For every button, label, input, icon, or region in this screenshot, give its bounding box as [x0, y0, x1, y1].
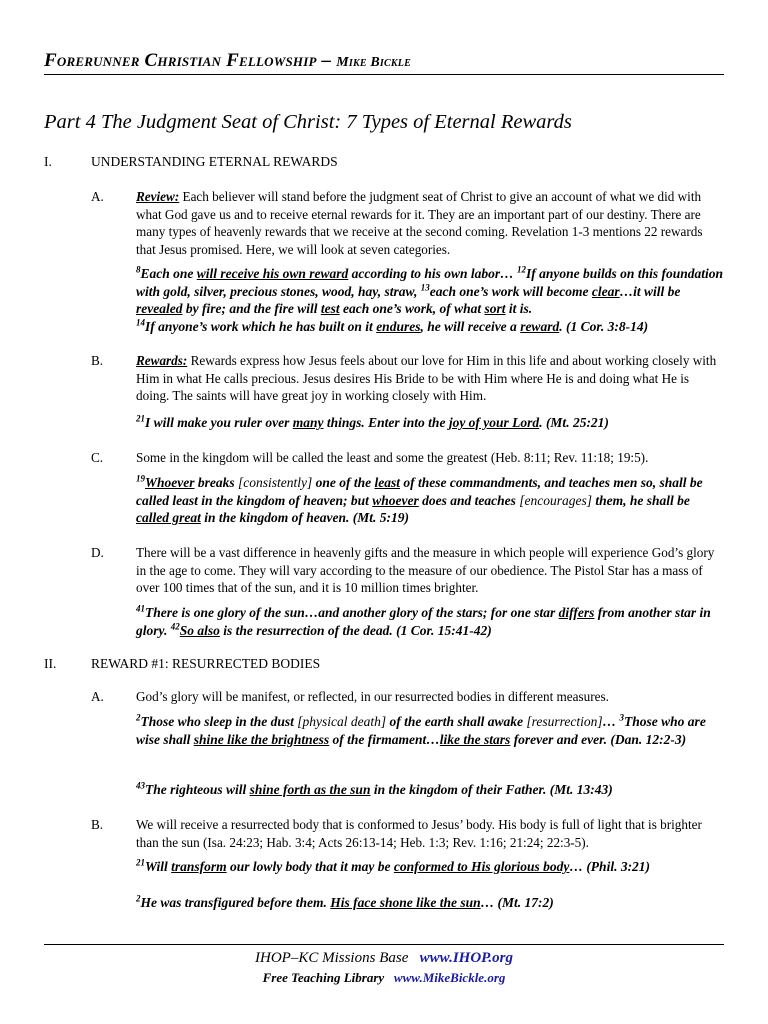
footer-rule — [44, 944, 724, 945]
section-number: I. — [44, 154, 52, 169]
item-letter: B. — [91, 817, 104, 832]
ihop-link[interactable]: www.IHOP.org — [419, 950, 513, 966]
item-body: God’s glory will be manifest, or reflected, in our resurrected bodies in different measures. — [136, 689, 609, 704]
footer-line-2 — [0, 970, 768, 986]
item-body — [136, 352, 724, 405]
footer-library: Free Teaching Library — [262, 970, 385, 985]
item-letter: A. — [91, 689, 104, 704]
item-letter: A. — [91, 189, 104, 204]
page-title: Part 4 The Judgment Seat of Christ: 7 Types of Eternal Rewards — [44, 111, 572, 133]
org-name: Forerunner Christian Fellowship — [44, 50, 317, 71]
item-body: We will receive a resurrected body that is conformed to Jesus’ body. His body is full of light that is brighter than the sun (Isa. 24:23; Hab. 3:4; Acts 26:13-14; Heb. 1:3; Rev. 1:16; 21:24; 22:3-5). — [136, 817, 702, 850]
item-lead: Rewards: — [136, 353, 188, 368]
item-body: Some in the kingdom will be called the least and some the greatest (Heb. 8:11; Rev. 11:18; 19:5). — [136, 450, 649, 465]
item-body — [136, 188, 724, 258]
scripture-quote: $^{19}$Whoever breaks [consistently] one of the least of these commandments, and teaches men so, shall be called least in the kingdom of heaven; but whoever does and teaches [encourages] them, he shall be called great in the kingdom of heaven. (Mt. 5:19) — [136, 473, 703, 525]
item-text: Each believer will stand before the judgment seat of Christ to give an account of what we did with what God gave us and to receive eternal rewards for it. They are an important part of our destiny. There are many types of heavenly rewards that we receive at the second coming. Revelation 1-3 mentions 22 rewards that Jesus promised. Here, we will look at seven categories. — [136, 189, 703, 257]
item-letter: C. — [91, 450, 104, 465]
scripture-quote: $^{41}$There is one glory of the sun…and another glory of the stars; for one star differs from another star in glory. $^{42}$So also is the resurrection of the dead. (1 Cor. 15:41-42) — [136, 603, 711, 638]
scripture-quote: $^{21}$I will make you ruler over many things. Enter into the joy of your Lord. (Mt. 25:21) — [136, 413, 609, 430]
header-rule — [44, 74, 724, 75]
item-body: There will be a vast difference in heavenly gifts and the measure in which people will experience God’s glory in the age to come. They will vary according to the measure of our obedience. The Pistol Star has a mass of over 100 times that of the sun, and it is 10 million times brighter. — [136, 545, 715, 595]
mikebickle-link[interactable]: www.MikeBickle.org — [393, 970, 506, 985]
scripture-quote: $^2$He was transfigured before them. His face shone like the sun… (Mt. 17:2) — [136, 893, 554, 910]
author-name: Mike Bickle — [336, 55, 411, 70]
item-letter: D. — [91, 545, 104, 560]
page-header — [44, 50, 724, 72]
item-lead: Review: — [136, 189, 180, 204]
section-number: II. — [44, 656, 57, 671]
scripture-quote: $^{21}$Will transform our lowly body that it may be conformed to His glorious body… (Phil. 3:21) — [136, 857, 651, 874]
item-letter: B. — [91, 353, 104, 368]
footer-line-1 — [0, 950, 768, 967]
section-title: UNDERSTANDING ETERNAL REWARDS — [91, 154, 338, 169]
header-separator: – — [316, 50, 337, 71]
scripture-quote: $^{43}$The righteous will shine forth as the sun in the kingdom of their Father. (Mt. 13:43) — [136, 780, 613, 797]
footer-base: IHOP–KC Missions Base — [255, 950, 409, 966]
scripture-quote: $^8$Each one will receive his own reward according to his own labor… $^{12}$If anyone builds on this foundation with gold, silver, precious stones, wood, hay, straw, $^{13}$each one’s work will become clear…it will be revealed by fire; and the fire will test each one’s work, of what sort it is. $^{14}$If anyone’s work which he has built on it endures, he will receive a reward. (1 Cor. 3:8-14) — [136, 264, 723, 334]
scripture-quote: $^2$Those who sleep in the dust [physical death] of the earth shall awake [resurrection]… $^3$Those who are wise shall shine like the brightness of the firmament…like the stars forever and ever. (Dan. 12:2-3) — [136, 712, 706, 747]
section-title: REWARD #1: RESURRECTED BODIES — [91, 656, 321, 671]
item-text: Rewards express how Jesus feels about our love for Him in this life and about working closely with Him in what He calls precious. Jesus desires His Bride to be with Him where He is and doing what He is doing. The saints will have great joy in working closely with Him. — [136, 353, 717, 403]
